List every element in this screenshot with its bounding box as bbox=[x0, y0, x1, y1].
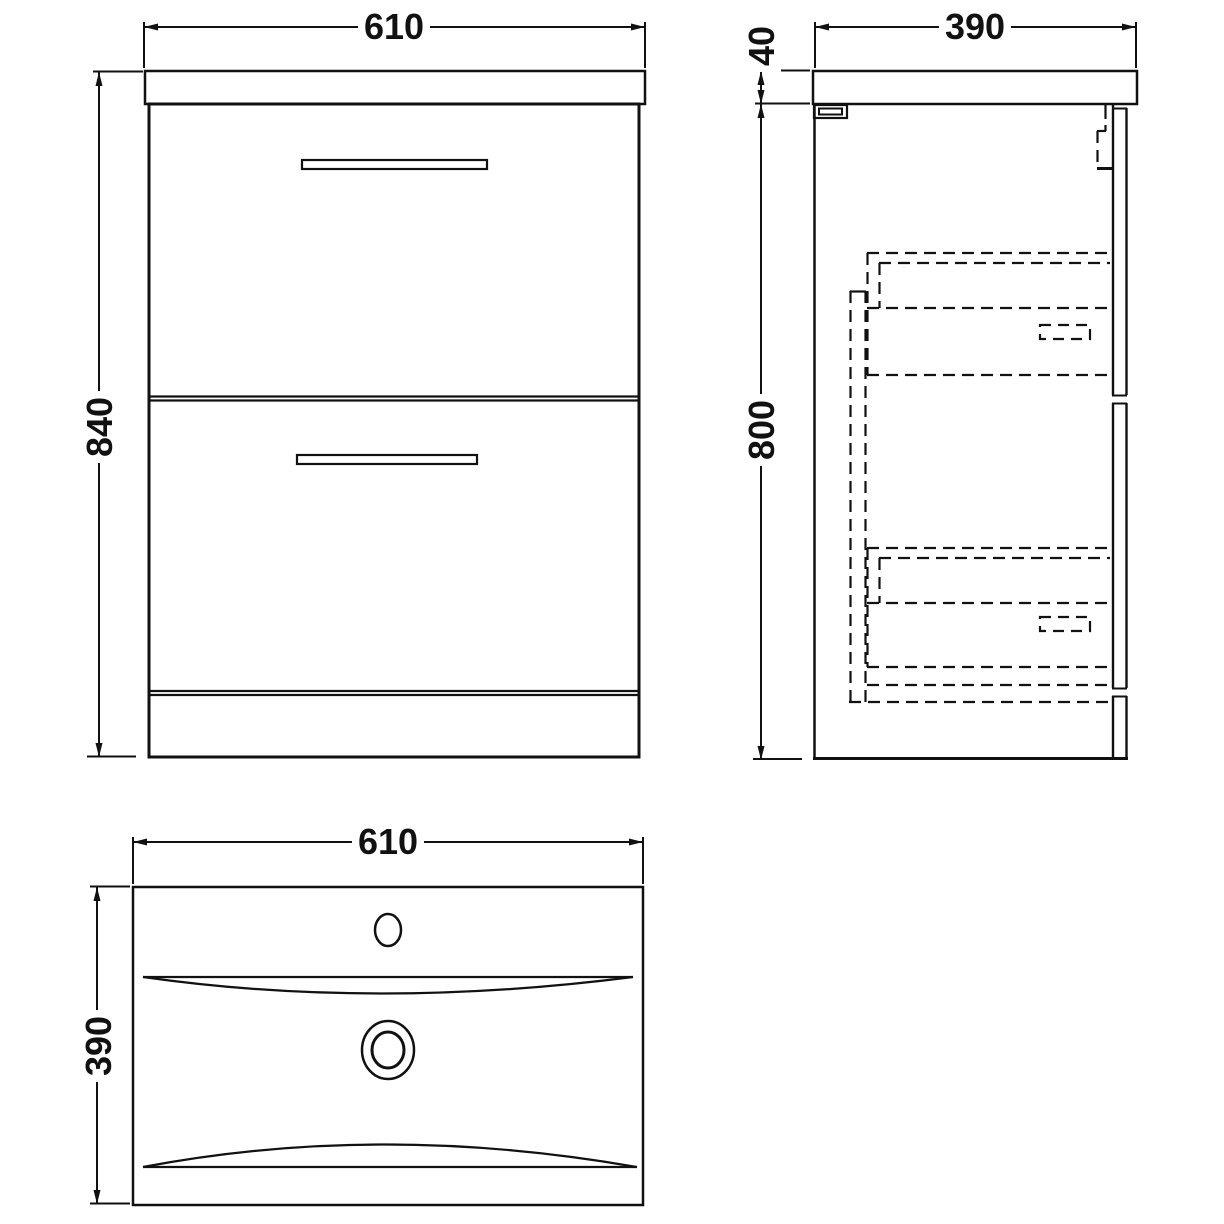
front-view-drawing bbox=[87, 22, 645, 757]
side-cabinet-height-dimension-label: 800 bbox=[743, 394, 781, 466]
side-worktop-thickness-dimension-label: 40 bbox=[743, 20, 781, 72]
plan-view-drawing bbox=[90, 837, 643, 1205]
side-depth-dimension-label: 390 bbox=[939, 8, 1011, 46]
front-height-dimension-label: 840 bbox=[81, 391, 119, 463]
plan-depth-dimension-label: 390 bbox=[80, 1010, 118, 1082]
side-view-drawing bbox=[753, 22, 1137, 760]
plan-width-dimension-label: 610 bbox=[352, 823, 424, 861]
hidden-drawer-lines bbox=[849, 253, 1113, 702]
front-width-dimension-label: 610 bbox=[358, 8, 430, 46]
